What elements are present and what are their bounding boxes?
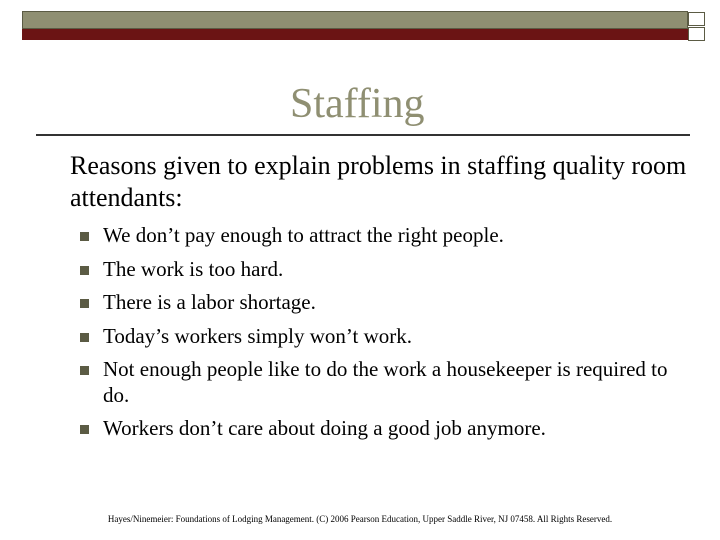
bullet-item <box>80 257 680 283</box>
square-bullet-icon <box>80 299 89 308</box>
square-bullet-icon <box>80 366 89 375</box>
bullet-text: The work is too hard. <box>103 256 284 281</box>
bullet-item <box>80 416 680 442</box>
header-band-olive <box>22 11 688 29</box>
slide-title: Staffing <box>290 81 425 127</box>
corner-square-top <box>688 12 705 26</box>
title-divider <box>36 134 690 136</box>
bullet-item <box>80 324 680 350</box>
square-bullet-icon <box>80 333 89 342</box>
corner-square-bottom <box>688 27 705 41</box>
bullet-item <box>80 357 680 408</box>
square-bullet-icon <box>80 232 89 241</box>
bullet-text: Today’s workers simply won’t work. <box>103 323 413 348</box>
bullet-text: There is a labor shortage. <box>103 290 316 314</box>
bullet-text: We don’t pay enough to attract the right people. <box>103 223 504 247</box>
intro-text: Reasons given to explain problems in staffing quality room attendants: <box>70 151 687 212</box>
bullet-text: Not enough people like to do the work a housekeeper is required to do. <box>103 357 668 407</box>
copyright-footer: Hayes/Ninemeier: Foundations of Lodging Management. (C) 2006 Pearson Education, Upper Saddle River, NJ 07458. All Rights Reserved. <box>107 514 613 524</box>
square-bullet-icon <box>80 425 89 434</box>
bullet-item <box>80 223 680 249</box>
bullet-list <box>80 223 680 450</box>
header-band-maroon <box>22 29 688 40</box>
bullet-text: Workers don’t care about doing a good job anymore. <box>103 416 546 440</box>
bullet-item <box>80 290 680 316</box>
square-bullet-icon <box>80 266 89 275</box>
